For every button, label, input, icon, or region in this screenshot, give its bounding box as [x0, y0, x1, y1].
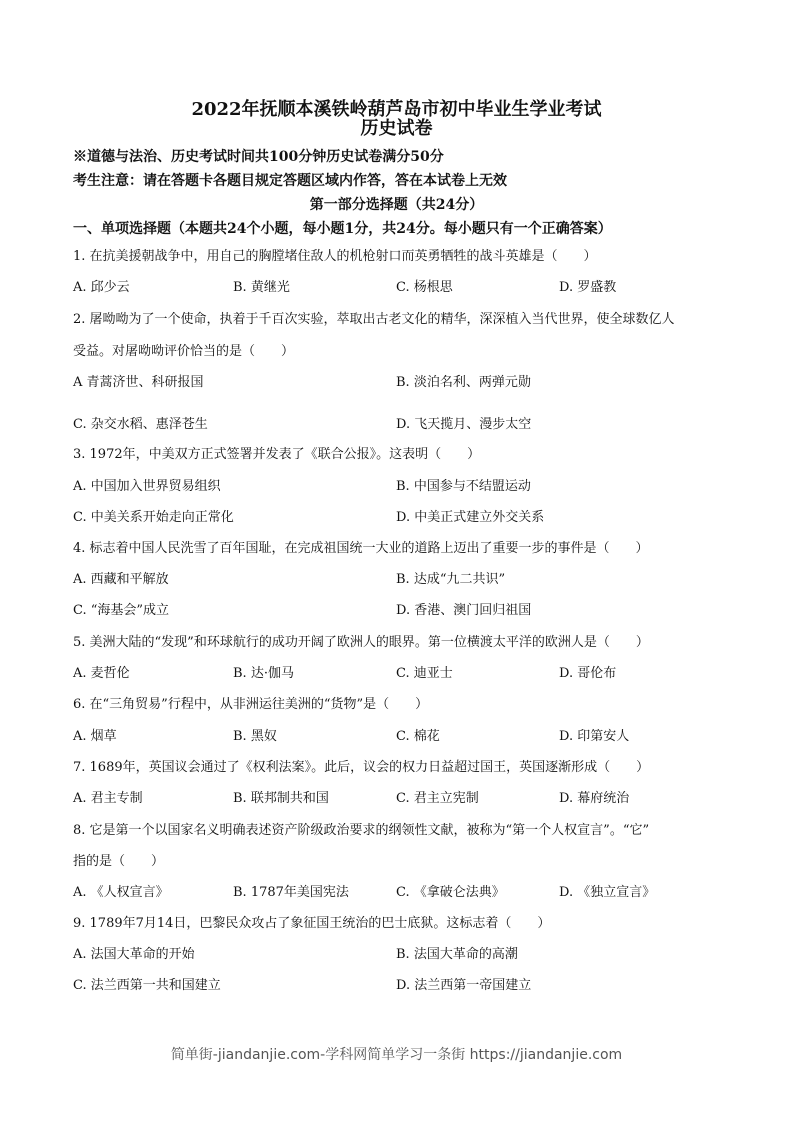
exam-subtitle: 历史试卷 — [360, 118, 433, 139]
exam-note: ※道德与法治、历史考试时间共100分钟历史试卷满分50分 — [73, 149, 444, 165]
option: D. 印第安人 — [559, 729, 630, 744]
option: A. 烟草 — [73, 729, 117, 744]
option: B. 达·伽马 — [233, 666, 294, 681]
option: C. “海基会”成立 — [73, 603, 170, 618]
exam-title: 2022年抚顺本溪铁岭葫芦岛市初中毕业生学业考试 — [191, 99, 602, 120]
footer-watermark: 简单街-jiandanjie.com-学科网简单学习一条街 https://jiandanjie.com — [170, 1047, 623, 1063]
option: D. 中美正式建立外交关系 — [396, 510, 545, 525]
option: B. 法国大革命的高潮 — [396, 947, 518, 962]
option: B. 黄继光 — [233, 280, 290, 295]
exam-notice: 考生注意：请在答题卡各题目规定答题区域内作答，答在本试卷上无效 — [73, 173, 507, 189]
question-stem: 8. 它是第一个以国家名义明确表述资产阶级政治要求的纲领性文献，被称为“第一个人权宣言”。“它” — [73, 823, 650, 838]
option: C. 《拿破仑法典》 — [396, 885, 505, 900]
option: A. 麦哲伦 — [73, 666, 130, 681]
option: A. 西藏和平解放 — [73, 572, 169, 587]
question-stem: 3. 1972年，中美双方正式签署并发表了《联合公报》。这表明（ ） — [73, 447, 481, 462]
question-stem: 2. 屠呦呦为了一个使命，执着于千百次实验，萃取出古老文化的精华，深深植入当代世界，使全球数亿人 — [73, 312, 675, 327]
option: B. 1787年美国宪法 — [233, 885, 349, 900]
option: D. 《独立宣言》 — [559, 885, 656, 900]
question-stem: 7. 1689年，英国议会通过了《权利法案》。此后，议会的权力日益超过国王，英国逐渐形成（ ） — [73, 760, 650, 775]
section-heading: 一、单项选择题（本题共24个小题，每小题1分，共24分。每小题只有一个正确答案） — [73, 221, 612, 237]
option: C. 杂交水稻、惠泽苍生 — [73, 417, 208, 432]
question-stem: 1. 在抗美援朝战争中，用自己的胸膛堵住敌人的机枪射口而英勇牺牲的战斗英雄是（ ） — [73, 249, 597, 264]
option: A. 法国大革命的开始 — [73, 947, 195, 962]
option: D. 飞天揽月、漫步太空 — [396, 417, 532, 432]
option: D. 幕府统治 — [559, 791, 630, 806]
option: D. 法兰西第一帝国建立 — [396, 978, 532, 993]
option: B. 淡泊名利、两弹元勋 — [396, 375, 531, 390]
option: C. 杨根思 — [396, 280, 453, 295]
question-stem: 9. 1789年7月14日，巴黎民众攻占了象征国王统治的巴士底狱。这标志着（ ） — [73, 916, 551, 931]
option: C. 迪亚士 — [396, 666, 453, 681]
question-stem: 6. 在“三角贸易”行程中，从非洲运往美洲的“货物”是（ ） — [73, 697, 429, 712]
option: A 青蒿济世、科研报国 — [73, 375, 204, 390]
question-stem: 5. 美洲大陆的“发现”和环球航行的成功开阔了欧洲人的眼界。第一位横渡太平洋的欧洲人是（ ） — [73, 635, 649, 650]
question-stem: 4. 标志着中国人民洗雪了百年国耻，在完成祖国统一大业的道路上迈出了重要一步的事件是（ ） — [73, 541, 649, 556]
option: C. 棉花 — [396, 729, 440, 744]
option: A. 君主专制 — [73, 791, 143, 806]
option: A. 《人权宣言》 — [73, 885, 169, 900]
option: B. 黑奴 — [233, 729, 277, 744]
option: A. 邱少云 — [73, 280, 130, 295]
part-heading: 第一部分选择题（共24分） — [309, 197, 484, 213]
option: D. 罗盛教 — [559, 280, 617, 295]
option: C. 法兰西第一共和国建立 — [73, 978, 221, 993]
option: C. 君主立宪制 — [396, 791, 479, 806]
option: C. 中美关系开始走向正常化 — [73, 510, 234, 525]
option: D. 香港、澳门回归祖国 — [396, 603, 532, 618]
question-stem: 指的是（ ） — [73, 854, 165, 869]
option: B. 中国参与不结盟运动 — [396, 479, 531, 494]
option: B. 达成“九二共识” — [396, 572, 506, 587]
option: A. 中国加入世界贸易组织 — [73, 479, 221, 494]
option: D. 哥伦布 — [559, 666, 617, 681]
option: B. 联邦制共和国 — [233, 791, 329, 806]
question-stem: 受益。对屠呦呦评价恰当的是（ ） — [73, 344, 295, 359]
